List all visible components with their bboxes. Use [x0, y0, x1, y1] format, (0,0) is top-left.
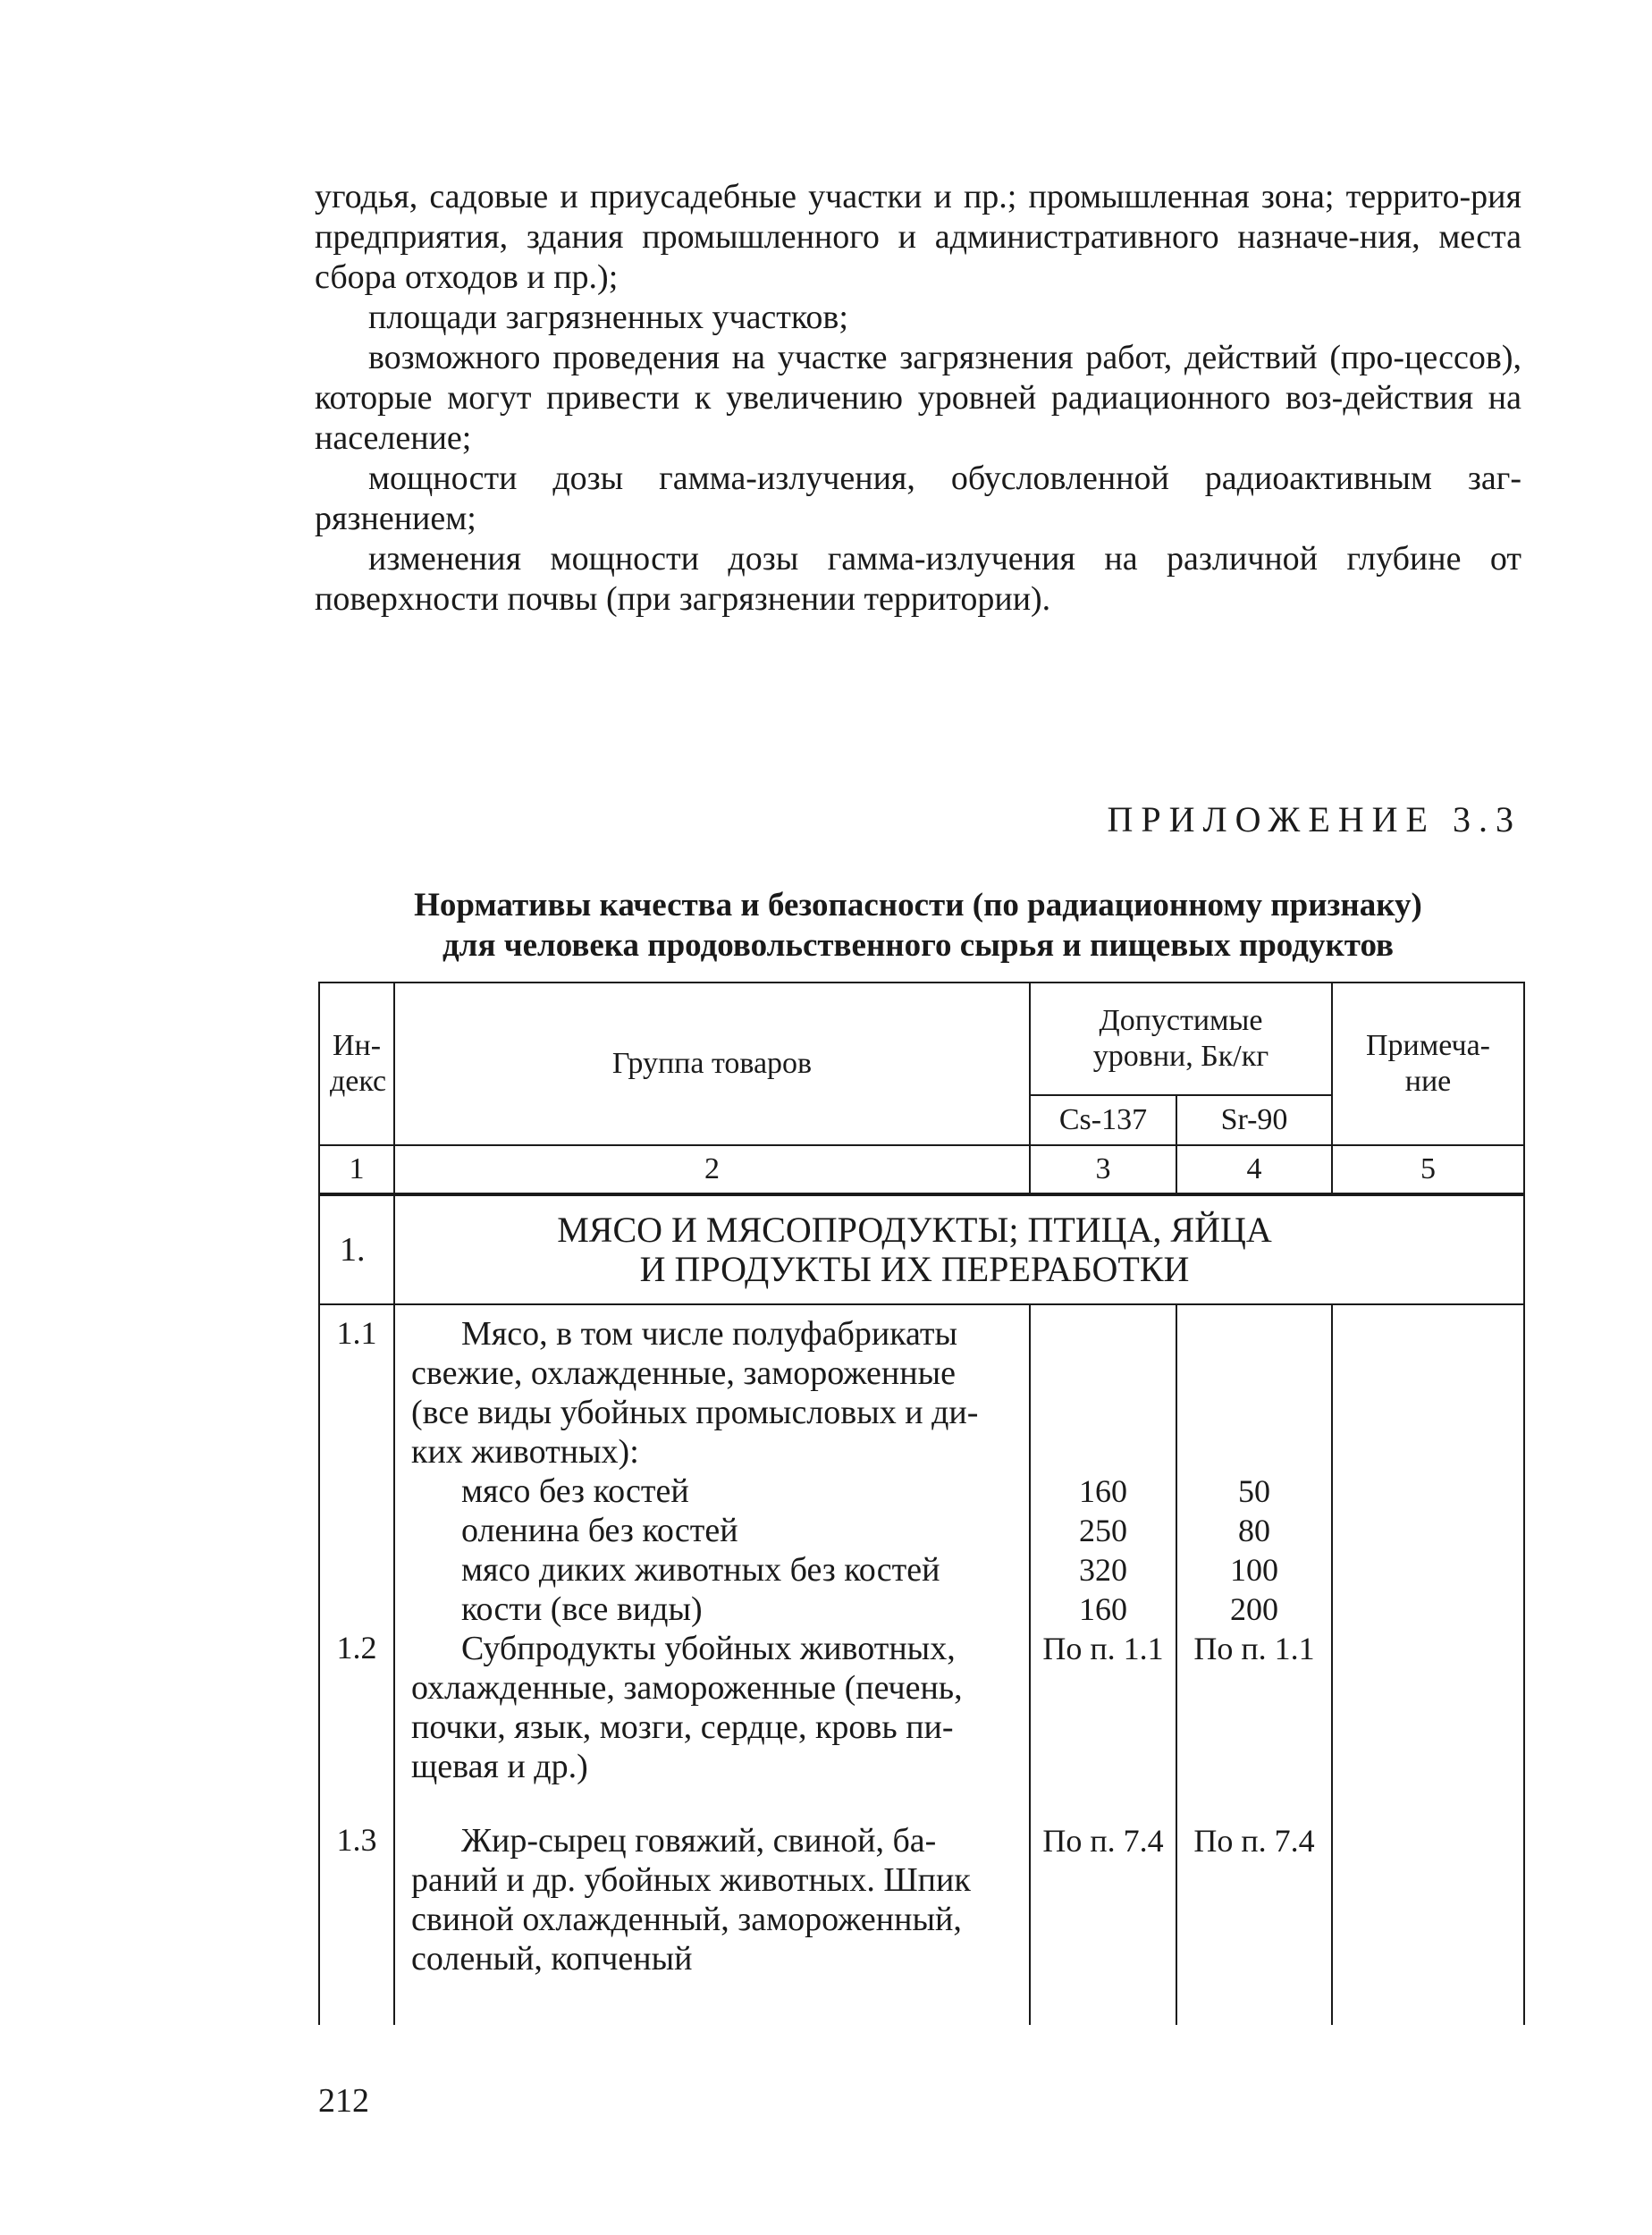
sr90-value: По п. 7.4: [1176, 1821, 1332, 2025]
table-row: [319, 1821, 1524, 2025]
group-line: щевая и др.): [411, 1748, 588, 1785]
group-line: (все виды убойных промысловых и ди-: [411, 1394, 979, 1431]
cs137-value: 160: [1079, 1591, 1127, 1627]
intro-paragraph: мощности дозы гамма-излучения, обусловленной радиоактивным заг-рязнением;: [315, 460, 1521, 537]
group-line: почки, язык, мозги, сердце, кровь пи-: [411, 1708, 954, 1746]
intro-text: [315, 177, 1521, 620]
group-line: Субпродукты убойных животных,: [461, 1630, 956, 1667]
intro-paragraph: изменения мощности дозы гамма-излучения на различной глубине от поверхности почвы (при загрязнении территории).: [315, 540, 1521, 618]
column-number: 3: [1030, 1145, 1176, 1194]
item-name: оленина без костей: [461, 1512, 738, 1549]
column-number: 4: [1176, 1145, 1332, 1194]
column-number: 5: [1332, 1145, 1524, 1194]
intro-paragraph: возможного проведения на участке загрязнения работ, действий (про-цессов), которые могут привести к увеличению уровней радиационного воз-действия на население;: [315, 339, 1521, 457]
cs137-value: 320: [1079, 1552, 1127, 1588]
group-line: Мясо, в том числе полуфабрикаты: [461, 1315, 958, 1353]
table-title: [315, 885, 1521, 966]
table-row: [319, 1304, 1524, 1629]
group-line: Жир-сырец говяжий, свиной, ба-: [461, 1822, 937, 1860]
section-title-line: И ПРОДУКТЫ ИХ ПЕРЕРАБОТКИ: [639, 1249, 1190, 1289]
table-title-line: Нормативы качества и безопасности (по радиационному признаку): [414, 887, 1422, 924]
group-line: свиной охлажденный, замороженный,: [411, 1901, 962, 1938]
cs137-values: [1030, 1304, 1176, 1629]
cs137-value: По п. 1.1: [1030, 1629, 1176, 1821]
header-sr90: Sr-90: [1176, 1095, 1332, 1145]
section-title-line: МЯСО И МЯСОПРОДУКТЫ; ПТИЦА, ЯЙЦА: [557, 1210, 1272, 1250]
section-index: 1.: [319, 1194, 394, 1304]
item-name: мясо без костей: [461, 1472, 689, 1510]
standards-table: [318, 982, 1525, 2025]
header-note: Примеча-ние: [1332, 983, 1524, 1145]
row-group: [394, 1821, 1030, 2025]
table-row: [319, 1629, 1524, 1821]
row-note: [1332, 1821, 1524, 2025]
item-name: мясо диких животных без костей: [461, 1551, 940, 1589]
header-levels: Допустимые уровни, Бк/кг: [1030, 983, 1332, 1095]
sr90-values: [1176, 1304, 1332, 1629]
column-number: 1: [319, 1145, 394, 1194]
group-line: свежие, охлажденные, замороженные: [411, 1354, 956, 1392]
row-group: [394, 1304, 1030, 1629]
cs137-value: 160: [1079, 1473, 1127, 1509]
table-title-line: для человека продовольственного сырья и пищевых продуктов: [442, 927, 1395, 964]
header-index: Ин-декс: [319, 983, 394, 1145]
sr90-value: По п. 1.1: [1176, 1629, 1332, 1821]
appendix-label: ПРИЛОЖЕНИЕ 3.3: [1107, 799, 1521, 839]
intro-paragraph: угодья, садовые и приусадебные участки и пр.; промышленная зона; террито-рия предприятия, здания промышленного и административного назначе-ния, места сбора отходов и пр.);: [315, 178, 1521, 296]
group-line: охлажденные, замороженные (печень,: [411, 1669, 963, 1707]
row-index: 1.3: [319, 1821, 394, 2025]
cs137-value: По п. 7.4: [1030, 1821, 1176, 2025]
header-cs137: Cs-137: [1030, 1095, 1176, 1145]
row-group: [394, 1629, 1030, 1821]
cs137-value: 250: [1079, 1513, 1127, 1548]
page-number: 212: [318, 2082, 369, 2120]
row-index: 1.1: [319, 1304, 394, 1629]
item-name: кости (все виды): [461, 1590, 703, 1628]
section-title: [394, 1194, 1524, 1304]
row-note: [1332, 1629, 1524, 1821]
sr90-value: 80: [1238, 1513, 1270, 1548]
sr90-value: 50: [1238, 1473, 1270, 1509]
row-note: [1332, 1304, 1524, 1629]
sr90-value: 100: [1230, 1552, 1278, 1588]
sr90-value: 200: [1230, 1591, 1278, 1627]
header-group: Группа товаров: [394, 983, 1030, 1145]
group-line: раний и др. убойных животных. Шпик: [411, 1861, 971, 1899]
row-index: 1.2: [319, 1629, 394, 1821]
group-line: ких животных):: [411, 1433, 639, 1471]
group-line: соленый, копченый: [411, 1940, 693, 1978]
column-number: 2: [394, 1145, 1030, 1194]
intro-paragraph: площади загрязненных участков;: [368, 299, 848, 336]
